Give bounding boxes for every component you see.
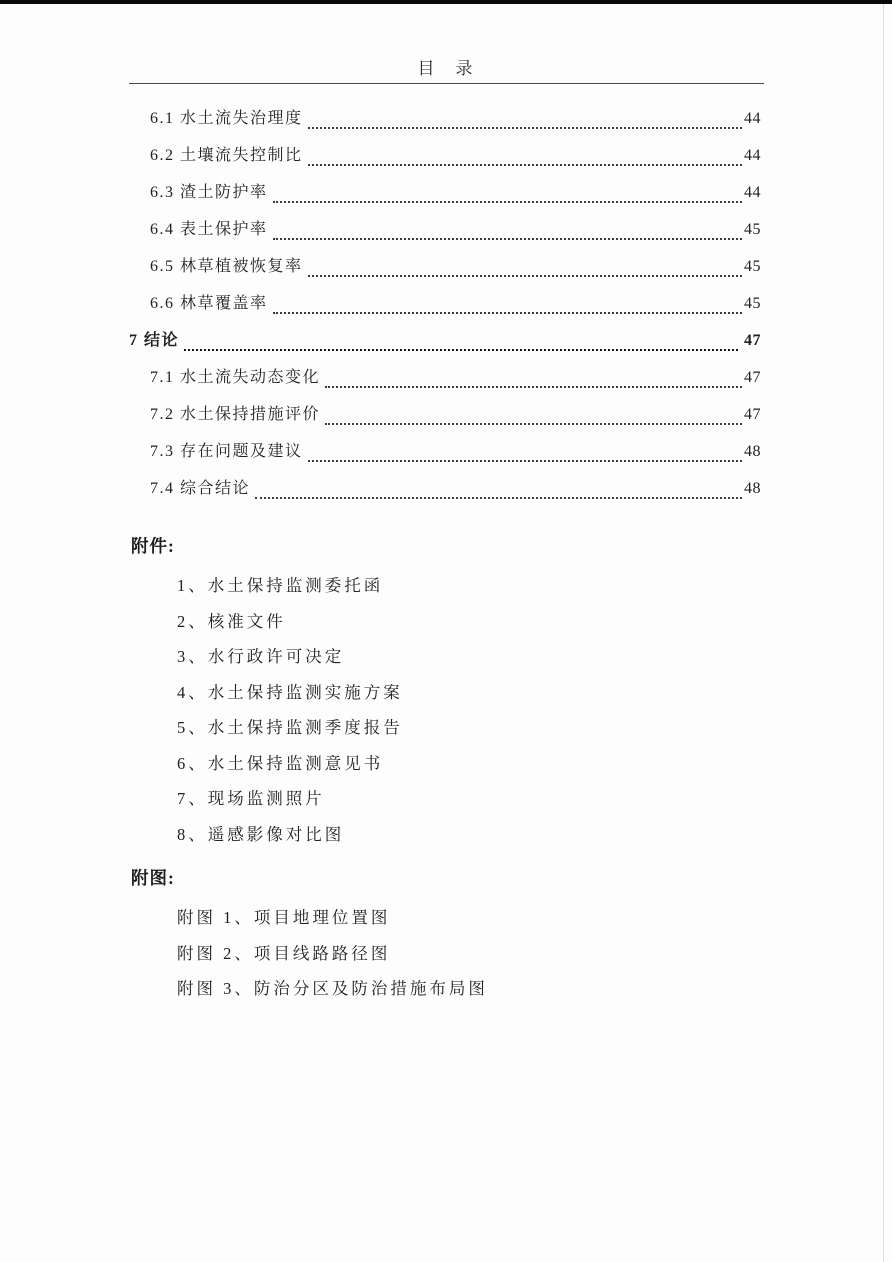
- toc-entry: [129, 359, 761, 396]
- toc-entry-label: 7.3 存在问题及建议: [150, 443, 303, 460]
- toc-page-number: 48: [744, 443, 761, 460]
- attachment-item: 2、核准文件: [177, 611, 286, 631]
- attachment-list: [131, 568, 751, 852]
- figure-item: 附图 2、项目线路路径图: [177, 943, 391, 963]
- toc-dot-leader: [308, 275, 742, 277]
- toc-entry-label: 6.1 水土流失治理度: [150, 110, 303, 127]
- backmatter: [131, 534, 751, 1021]
- toc-entry: [129, 470, 761, 507]
- toc-entry-label: 6.5 林草植被恢复率: [150, 258, 303, 275]
- toc-dot-leader: [325, 386, 742, 388]
- toc-entry-label: 6.4 表土保护率: [150, 221, 268, 238]
- attachment-item: 4、水土保持监测实施方案: [177, 682, 403, 702]
- toc-page-number: 45: [744, 295, 761, 312]
- toc-page-number: 45: [744, 221, 761, 238]
- page-title: 目 录: [417, 59, 475, 78]
- attachment-item: 1、水土保持监测委托函: [177, 576, 384, 595]
- toc-page-number: 44: [744, 110, 761, 127]
- title-divider: [129, 83, 764, 84]
- toc-dot-leader: [308, 460, 742, 462]
- figure-item: 附图 3、防治分区及防治措施布局图: [177, 979, 488, 998]
- toc-page-number: 47: [744, 406, 761, 423]
- toc-entry: [129, 211, 761, 248]
- toc-dot-leader: [273, 238, 742, 240]
- table-of-contents: [129, 100, 761, 507]
- scan-right-edge: [883, 4, 884, 1262]
- figure-list: [131, 900, 751, 1007]
- toc-entry: [129, 433, 761, 470]
- attachment-item: 7、现场监测照片: [177, 789, 325, 808]
- attachment-item: 5、水土保持监测季度报告: [177, 718, 403, 737]
- toc-entry-label: 7.2 水土保持措施评价: [150, 406, 321, 423]
- attachment-item: 8、遥感影像对比图: [177, 824, 345, 844]
- figure-item: 附图 1、项目地理位置图: [177, 908, 391, 927]
- toc-page-number: 48: [744, 480, 761, 497]
- scan-top-edge: [0, 0, 892, 4]
- toc-dot-leader: [308, 127, 742, 129]
- toc-entry: [129, 100, 761, 137]
- toc-entry-label: 7 结论: [129, 332, 180, 349]
- toc-entry: [129, 174, 761, 211]
- toc-entry-label: 7.4 综合结论: [150, 480, 251, 497]
- toc-dot-leader: [273, 312, 742, 314]
- toc-entry-label: 6.3 渣土防护率: [150, 184, 268, 201]
- toc-dot-leader: [273, 201, 742, 203]
- toc-page-number: 45: [744, 258, 761, 275]
- attachments-title: 附件:: [131, 536, 175, 556]
- attachment-item: 6、水土保持监测意见书: [177, 753, 384, 773]
- toc-entry: [129, 137, 761, 174]
- toc-entry: [129, 248, 761, 285]
- toc-dot-leader: [325, 423, 742, 425]
- attachment-item: 3、水行政许可决定: [177, 647, 345, 666]
- toc-dot-leader: [255, 497, 742, 499]
- toc-entry: [129, 396, 761, 433]
- toc-entry-label: 6.6 林草覆盖率: [150, 295, 268, 312]
- toc-entry: [129, 322, 761, 359]
- toc-page-number: 47: [744, 332, 761, 349]
- toc-page-number: 44: [744, 184, 761, 201]
- toc-dot-leader: [308, 164, 742, 166]
- toc-page-number: 47: [744, 369, 761, 386]
- figures-title: 附图:: [131, 868, 175, 888]
- toc-entry-label: 6.2 土壤流失控制比: [150, 147, 303, 164]
- toc-entry: [129, 285, 761, 322]
- toc-dot-leader: [184, 349, 738, 351]
- toc-entry-label: 7.1 水土流失动态变化: [150, 369, 321, 386]
- toc-page-number: 44: [744, 147, 761, 164]
